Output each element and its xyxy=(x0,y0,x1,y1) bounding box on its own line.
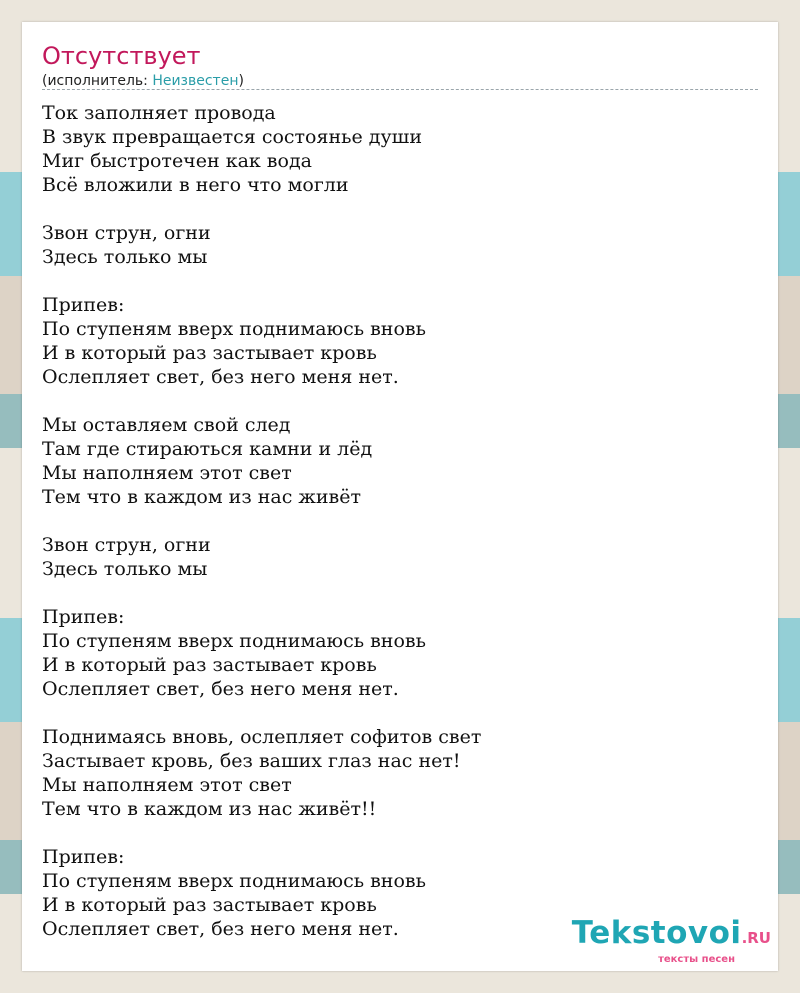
lyric-line: В звук превращается состоянье души xyxy=(42,126,422,148)
lyric-line: Ослепляет свет, без него меня нет. xyxy=(42,366,399,388)
logo-tld: .RU xyxy=(741,929,771,947)
logo-name: Tekstovoi xyxy=(571,915,742,951)
lyric-line xyxy=(42,581,758,605)
lyric-line: Мы оставляем свой след xyxy=(42,414,291,436)
lyric-line: Мы наполняем этот свет xyxy=(42,462,292,484)
lyric-line xyxy=(42,821,758,845)
artist-link[interactable]: Неизвестен xyxy=(152,73,239,89)
lyrics-card xyxy=(22,22,778,971)
lyric-line: Застывает кровь, без ваших глаз нас нет! xyxy=(42,750,461,772)
lyric-line: Припев: xyxy=(42,846,125,868)
lyric-line: По ступеням вверх поднимаюсь вновь xyxy=(42,870,426,892)
lyric-line: Здесь только мы xyxy=(42,558,208,580)
lyric-line: Звон струн, огни xyxy=(42,222,211,244)
lyric-line: По ступеням вверх поднимаюсь вновь xyxy=(42,318,426,340)
logo-wordmark xyxy=(572,916,771,955)
lyric-line xyxy=(42,269,758,293)
artist-suffix: ) xyxy=(238,73,244,89)
title-divider xyxy=(42,89,758,90)
lyrics-text xyxy=(42,101,758,941)
site-logo[interactable] xyxy=(572,916,771,965)
lyric-line: Там где стираються камни и лёд xyxy=(42,438,373,460)
lyric-line: Звон струн, огни xyxy=(42,534,211,556)
lyric-line: Припев: xyxy=(42,606,125,628)
lyric-line: И в который раз застывает кровь xyxy=(42,654,377,676)
lyric-line: Тем что в каждом из нас живёт!! xyxy=(42,798,377,820)
lyric-line: Ослепляет свет, без него меня нет. xyxy=(42,678,399,700)
lyric-line xyxy=(42,197,758,221)
lyric-line: По ступеням вверх поднимаюсь вновь xyxy=(42,630,426,652)
lyric-line: Миг быстротечен как вода xyxy=(42,150,312,172)
lyric-line xyxy=(42,509,758,533)
artist-prefix: (исполнитель: xyxy=(42,73,153,89)
lyric-line: Припев: xyxy=(42,294,125,316)
lyric-line: И в который раз застывает кровь xyxy=(42,894,377,916)
lyric-line: Здесь только мы xyxy=(42,246,208,268)
artist-line xyxy=(42,72,244,90)
lyric-line: Тем что в каждом из нас живёт xyxy=(42,486,361,508)
lyric-line xyxy=(42,389,758,413)
lyric-line: Поднимаясь вновь, ослепляет софитов свет xyxy=(42,726,482,748)
song-title: Отсутствует xyxy=(42,42,201,70)
lyric-line: Ослепляет свет, без него меня нет. xyxy=(42,918,399,940)
lyric-line: И в который раз застывает кровь xyxy=(42,342,377,364)
lyric-line: Всё вложили в него что могли xyxy=(42,174,349,196)
lyric-line xyxy=(42,701,758,725)
lyric-line: Мы наполняем этот свет xyxy=(42,774,292,796)
lyric-line: Ток заполняет провода xyxy=(42,102,276,124)
logo-subtitle: тексты песен xyxy=(658,954,735,965)
